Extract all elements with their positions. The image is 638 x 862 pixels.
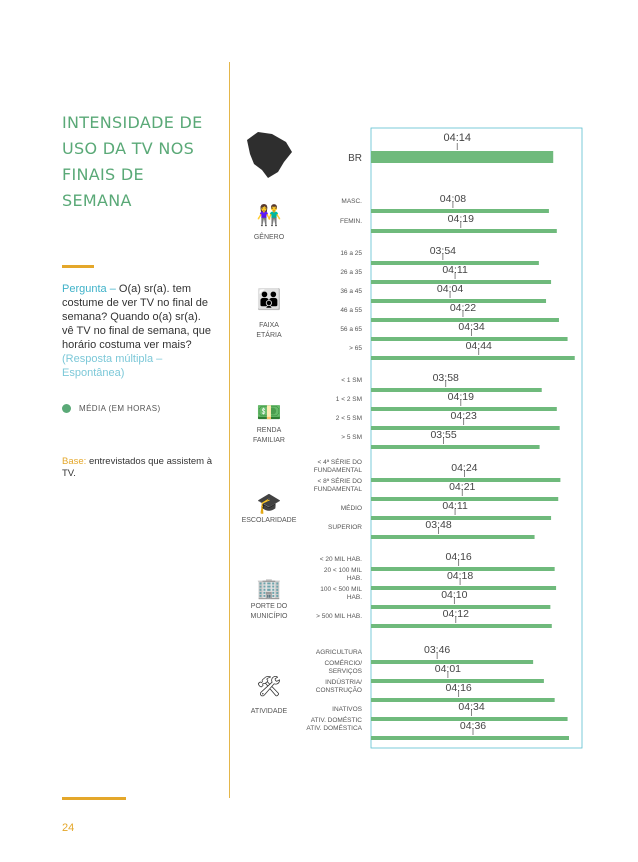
group-label: FAMILIAR xyxy=(253,437,285,444)
category-label xyxy=(324,567,363,582)
question-label: Pergunta – xyxy=(62,283,116,295)
category-label xyxy=(314,476,363,493)
category-label-line: 100 < 500 MIL xyxy=(320,586,362,593)
category-label: AGRICULTURA xyxy=(315,649,362,656)
data-label: 04:19 xyxy=(447,391,474,403)
bar xyxy=(371,445,540,449)
category-label: 2 < 5 SM xyxy=(335,415,362,422)
bar xyxy=(371,229,557,233)
brazil-map-icon xyxy=(247,132,292,178)
bar xyxy=(371,516,551,520)
category-label-line: CONSTRUÇÃO xyxy=(315,687,362,694)
category-label: SUPERIOR xyxy=(328,524,362,531)
category-label-line: ATIV. DOMÉSTIC xyxy=(310,717,362,724)
data-label: 04:24 xyxy=(451,462,478,474)
bar xyxy=(371,624,552,628)
category-label-line: SERVIÇOS xyxy=(328,668,362,675)
category-label: BR xyxy=(348,153,362,164)
category-label-line: FUNDAMENTAL xyxy=(313,486,362,493)
category-label: 1 < 2 SM xyxy=(335,396,362,403)
data-label: 04:04 xyxy=(436,283,464,295)
bar xyxy=(371,736,569,740)
graduation-cap-icon: 🎓 xyxy=(256,491,282,515)
data-label: 04:18 xyxy=(446,570,474,582)
data-label: 04:36 xyxy=(459,720,487,732)
group-label: ESCOLARIDADE xyxy=(241,517,297,524)
data-label: 04:19 xyxy=(447,213,474,225)
data-label: 03:55 xyxy=(430,429,457,441)
data-label: 04:01 xyxy=(434,663,462,675)
category-label xyxy=(306,715,362,732)
category-label xyxy=(324,658,362,675)
page-number: 24 xyxy=(62,822,75,834)
gender-icon: 👫 xyxy=(256,203,282,227)
bar xyxy=(371,426,560,430)
category-label xyxy=(320,586,362,601)
category-label xyxy=(316,677,362,694)
category-label: 56 a 65 xyxy=(340,326,362,333)
category-label-line: 20 < 100 MIL xyxy=(323,567,362,574)
data-label: 04:22 xyxy=(449,302,477,314)
base-label: Base: xyxy=(62,456,87,467)
group-label: PORTE DO xyxy=(250,603,288,610)
category-label: 36 a 45 xyxy=(340,288,362,295)
data-label: 04:44 xyxy=(465,340,492,352)
city-icon: 🏢 xyxy=(256,576,282,600)
data-label: 04:10 xyxy=(441,589,468,601)
data-label: 03:46 xyxy=(423,644,451,656)
data-label: 04:16 xyxy=(445,551,472,563)
category-label: > 5 SM xyxy=(341,434,362,441)
category-label: INATIVOS xyxy=(332,706,362,713)
group-label: RENDA xyxy=(256,427,282,434)
base-text: entrevistados que assistem à TV. xyxy=(62,456,212,479)
category-label-line: ATIV. DOMÉSTICA xyxy=(306,725,362,732)
category-label-line: HAB. xyxy=(346,575,362,582)
question-note: (Resposta múltipla – Espontânea) xyxy=(62,353,163,379)
group-label: ETÁRIA xyxy=(256,332,282,339)
bar xyxy=(371,535,535,539)
category-label: MASC. xyxy=(341,198,362,205)
tools-icon: 🛠 xyxy=(256,674,282,698)
data-label: 04:14 xyxy=(443,132,471,144)
title-line: SEMANA xyxy=(62,191,132,210)
title-line: USO DA TV NOS xyxy=(62,139,195,158)
bar xyxy=(371,356,575,360)
data-label: 04:16 xyxy=(445,682,472,694)
category-label xyxy=(314,457,363,474)
money-icon: 💵 xyxy=(256,400,282,424)
title-line: INTENSIDADE DE xyxy=(62,113,203,132)
category-label: 46 a 55 xyxy=(340,307,362,314)
category-label: 26 a 35 xyxy=(340,269,362,276)
category-label-line: < 4ª SÉRIE DO xyxy=(317,459,362,466)
bar xyxy=(371,151,553,163)
category-label-line: FUNDAMENTAL xyxy=(313,467,362,474)
data-label: 04:12 xyxy=(442,608,469,620)
group-label: FAIXA xyxy=(259,322,279,329)
category-label-line: HAB. xyxy=(346,594,362,601)
title-line: FINAIS DE xyxy=(62,165,144,184)
data-label: 04:34 xyxy=(458,321,485,333)
data-label: 04:11 xyxy=(442,264,468,276)
group-label: ATIVIDADE xyxy=(250,708,288,715)
category-label: < 20 MIL HAB. xyxy=(319,556,362,563)
data-label: 04:08 xyxy=(439,193,467,205)
category-label-line: INDÚSTRIA/ xyxy=(325,679,362,686)
category-label: > 500 MIL HAB. xyxy=(316,613,362,620)
group-label: MUNICÍPIO xyxy=(250,613,288,620)
data-label: 04:34 xyxy=(458,701,485,713)
data-label: 03:58 xyxy=(432,372,459,384)
category-label: FEMIN. xyxy=(339,218,362,225)
data-label: 03:54 xyxy=(429,245,457,257)
data-label: 04:23 xyxy=(450,410,477,422)
question-body: O(a) sr(a). tem costume de ver TV no final de semana? Quando o(a) sr(a). vê TV no final de semana, que horário costuma ver mais? xyxy=(62,283,212,351)
category-label: 16 a 25 xyxy=(340,250,362,257)
data-label: 03:48 xyxy=(425,519,452,531)
data-label: 04:21 xyxy=(449,481,476,493)
age-icon: 👪 xyxy=(256,287,282,311)
chart-frame xyxy=(371,128,582,748)
group-label: GÊNERO xyxy=(253,234,285,241)
legend-label: MÉDIA (EM HORAS) xyxy=(79,404,161,413)
category-label: MÉDIO xyxy=(340,505,362,512)
data-label: 04:11 xyxy=(442,500,468,512)
category-label: < 1 SM xyxy=(341,377,362,384)
category-label-line: < 8ª SÉRIE DO xyxy=(317,478,362,485)
category-label-line: COMÉRCIO/ xyxy=(324,660,362,667)
category-label: > 65 xyxy=(349,345,362,352)
